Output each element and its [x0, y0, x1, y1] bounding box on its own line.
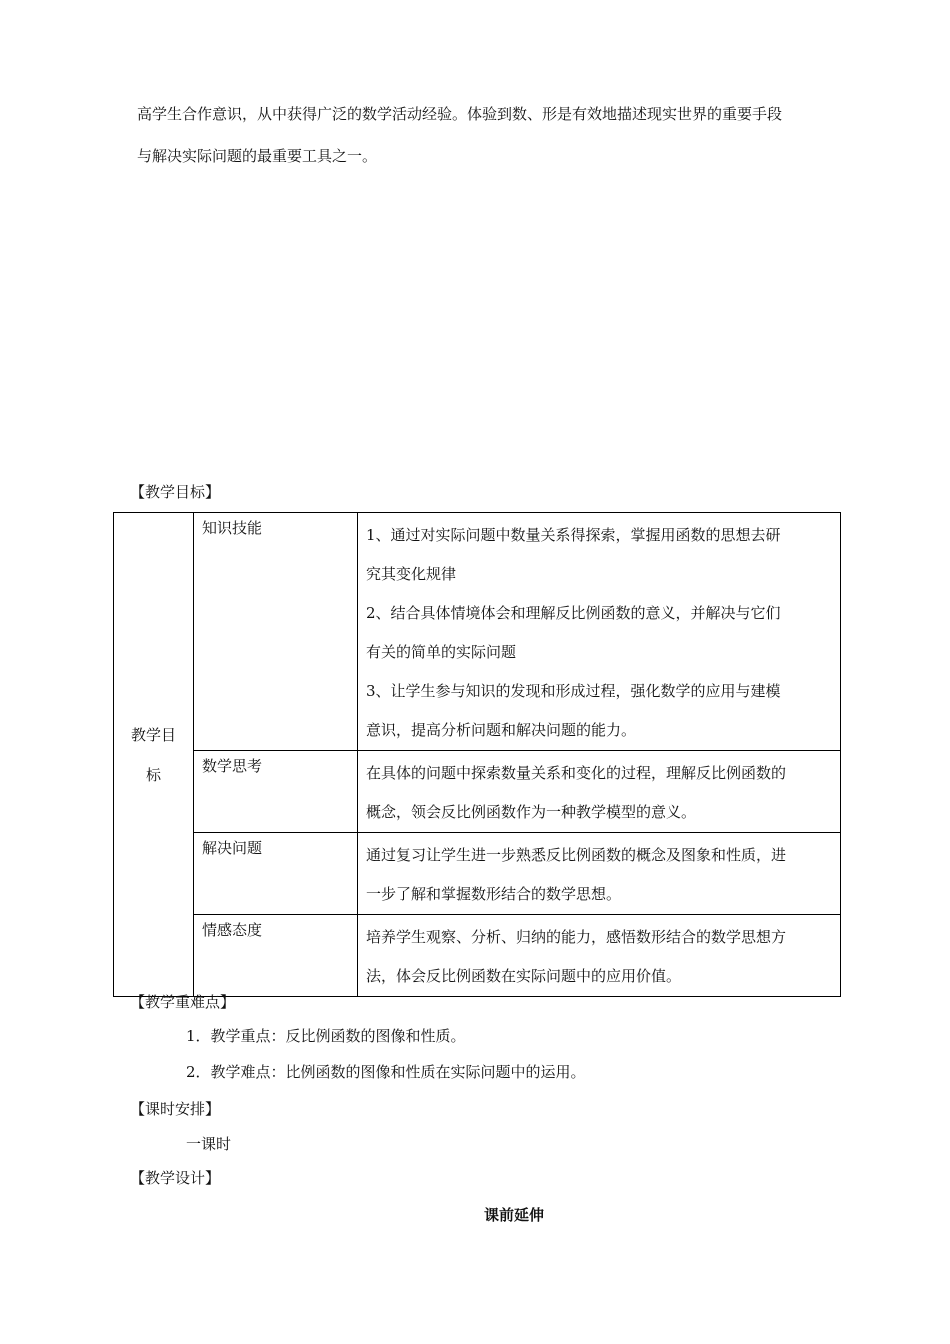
- key-focus: 1．教学重点：反比例函数的图像和性质。: [186, 1027, 466, 1045]
- design-heading: 【教学设计】: [130, 1169, 221, 1187]
- category-cell: 解决问题: [194, 833, 358, 915]
- table-row: [114, 833, 841, 915]
- description-cell: 培养学生观察、分析、归纳的能力，感悟数形结合的数学思想方 法，体会反比例函数在实际问题中的应用价值。: [358, 915, 841, 997]
- table-row: [114, 751, 841, 833]
- section-title: 课前延伸: [483, 1206, 544, 1224]
- key-points-heading: 【教学重难点】: [130, 993, 236, 1011]
- table-row: [114, 513, 841, 751]
- category-cell: 情感态度: [194, 915, 358, 997]
- schedule-value: 一课时: [186, 1135, 232, 1153]
- description-cell: 1、通过对实际问题中数量关系得探索，掌握用函数的思想去研 究其变化规律 2、结合具体情境体会和理解反比例函数的意义，并解决与它们 有关的简单的实际问题 3、让学生参与知识的发现和形成过程，强化数学的应用与建模 意识，提高分析问题和解决问题的能力。: [358, 513, 841, 751]
- goals-table: [113, 512, 841, 997]
- category-cell: 数学思考: [194, 751, 358, 833]
- goals-heading: 【教学目标】: [130, 483, 221, 501]
- table-row: [114, 915, 841, 997]
- description-cell: 通过复习让学生进一步熟悉反比例函数的概念及图象和性质，进 一步了解和掌握数形结合的数学思想。: [358, 833, 841, 915]
- category-cell: 知识技能: [194, 513, 358, 751]
- goals-row-label: 教学目标: [114, 513, 194, 997]
- schedule-heading: 【课时安排】: [130, 1100, 221, 1118]
- description-cell: 在具体的问题中探索数量关系和变化的过程，理解反比例函数的 概念，领会反比例函数作为一种教学模型的意义。: [358, 751, 841, 833]
- key-difficulty: 2．教学难点：比例函数的图像和性质在实际问题中的运用。: [186, 1063, 586, 1081]
- intro-line-2: 与解决实际问题的最重要工具之一。: [137, 147, 378, 165]
- intro-line-1: 高学生合作意识，从中获得广泛的数学活动经验。体验到数、形是有效地描述现实世界的重要手段: [137, 105, 783, 123]
